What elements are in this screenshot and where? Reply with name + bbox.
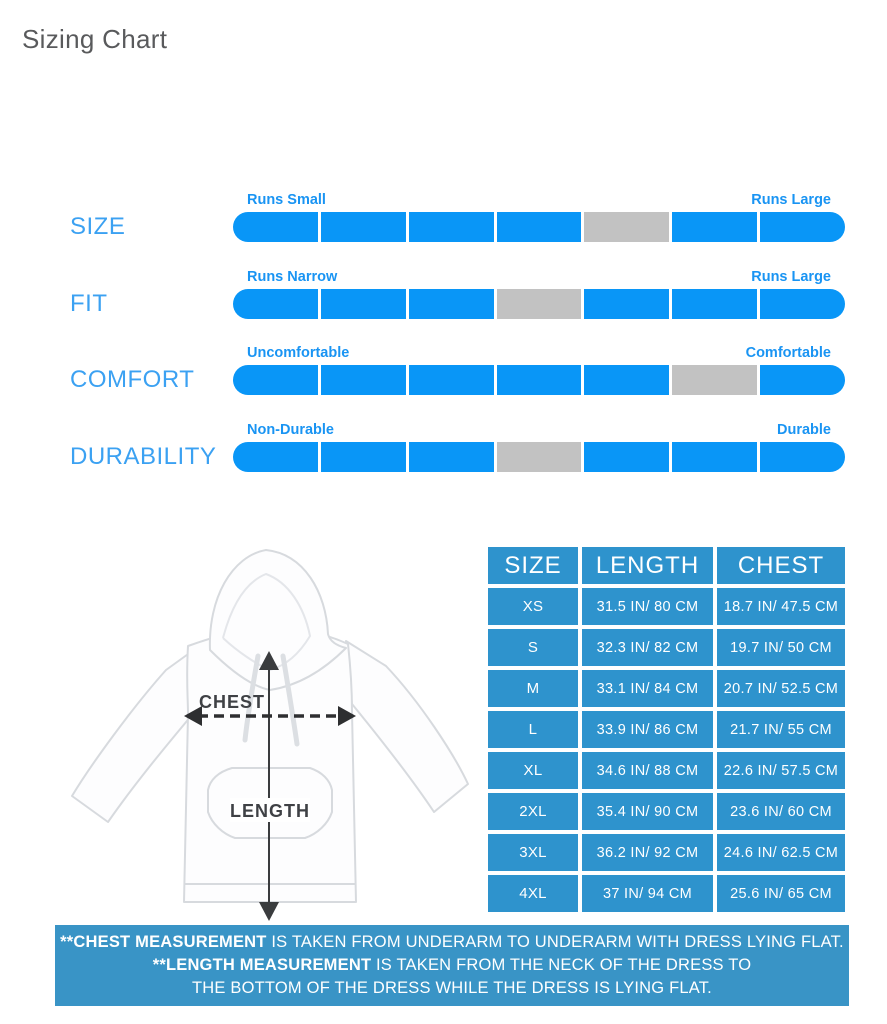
rating-row (0, 191, 887, 245)
rating-bar (233, 289, 845, 319)
hoodie-diagram (60, 540, 480, 922)
size-table-header-cell: CHEST (717, 547, 845, 584)
measurement-note-line3: THE BOTTOM OF THE DRESS WHILE THE DRESS IS LYING FLAT. (192, 979, 712, 998)
length-measurement-text: IS TAKEN FROM THE NECK OF THE DRESS TO (371, 955, 752, 974)
chest-measurement-term: **CHEST MEASUREMENT (60, 932, 267, 951)
size-table-cell: 2XL (488, 793, 578, 830)
rating-segment (584, 442, 669, 472)
measurement-note-line1 (55, 931, 849, 954)
rating-endpoint-labels (233, 422, 845, 439)
rating-segment (497, 442, 582, 472)
measurement-note-line2 (55, 954, 849, 977)
size-table-cell: 21.7 IN/ 55 CM (717, 711, 845, 748)
size-table-cell: 19.7 IN/ 50 CM (717, 629, 845, 666)
size-table-cell: 31.5 IN/ 80 CM (582, 588, 713, 625)
chest-measurement-text: IS TAKEN FROM UNDERARM TO UNDERARM WITH DRESS LYING FLAT. (266, 932, 844, 951)
size-table-cell: 22.6 IN/ 57.5 CM (717, 752, 845, 789)
hoodie-right-sleeve (346, 641, 468, 812)
rating-segment (233, 212, 318, 242)
rating-segment (497, 365, 582, 395)
rating-segment (233, 442, 318, 472)
rating-segment (497, 289, 582, 319)
size-table-header-cell: LENGTH (582, 547, 713, 584)
size-table-cell: 18.7 IN/ 47.5 CM (717, 588, 845, 625)
rating-segment (409, 212, 494, 242)
rating-row (0, 268, 887, 322)
rating-segment (233, 365, 318, 395)
rating-segment (409, 442, 494, 472)
rating-segment (584, 365, 669, 395)
rating-segment (584, 289, 669, 319)
rating-segment (321, 212, 406, 242)
rating-segment (584, 212, 669, 242)
size-table-cell: 25.6 IN/ 65 CM (717, 875, 845, 912)
length-label: LENGTH (230, 801, 310, 821)
size-table-cell: XL (488, 752, 578, 789)
rating-endpoint-labels (233, 345, 845, 362)
rating-endpoint-labels (233, 269, 845, 286)
hoodie-image (60, 540, 480, 922)
rating-segment (672, 365, 757, 395)
rating-category-label: COMFORT (70, 366, 195, 393)
rating-left-label: Runs Small (247, 192, 326, 208)
rating-left-label: Uncomfortable (247, 345, 350, 361)
size-table-cell: 4XL (488, 875, 578, 912)
rating-category-label: FIT (70, 290, 108, 317)
rating-segment (760, 289, 845, 319)
rating-row (0, 421, 887, 475)
rating-segment (321, 365, 406, 395)
rating-segment (760, 365, 845, 395)
rating-bar (233, 365, 845, 395)
rating-bar (233, 212, 845, 242)
chest-label: CHEST (199, 692, 266, 712)
rating-bar (233, 442, 845, 472)
size-table-cell: 24.6 IN/ 62.5 CM (717, 834, 845, 871)
size-table-cell: 37 IN/ 94 CM (582, 875, 713, 912)
size-table-cell: M (488, 670, 578, 707)
size-table-cell: 34.6 IN/ 88 CM (582, 752, 713, 789)
rating-segment (672, 289, 757, 319)
size-table-cell: 3XL (488, 834, 578, 871)
rating-right-label: Durable (777, 422, 831, 438)
rating-segment (497, 212, 582, 242)
size-table-cell: 32.3 IN/ 82 CM (582, 629, 713, 666)
rating-segment (760, 442, 845, 472)
size-table-cell: XS (488, 588, 578, 625)
hoodie-left-sleeve (72, 644, 202, 822)
rating-segment (321, 289, 406, 319)
rating-right-label: Runs Large (751, 192, 831, 208)
page-title: Sizing Chart (22, 24, 168, 54)
size-table-cell: 23.6 IN/ 60 CM (717, 793, 845, 830)
size-table-cell: L (488, 711, 578, 748)
measurement-note (55, 925, 849, 1006)
size-table-cell: 20.7 IN/ 52.5 CM (717, 670, 845, 707)
rating-segment (760, 212, 845, 242)
rating-segment (672, 212, 757, 242)
size-table-cell: 36.2 IN/ 92 CM (582, 834, 713, 871)
rating-row (0, 344, 887, 398)
size-table-cell: 35.4 IN/ 90 CM (582, 793, 713, 830)
size-table-header-cell: SIZE (488, 547, 578, 584)
rating-category-label: SIZE (70, 213, 126, 240)
size-table-cell: S (488, 629, 578, 666)
length-measurement-term: **LENGTH MEASUREMENT (152, 955, 372, 974)
rating-segment (672, 442, 757, 472)
rating-segment (409, 289, 494, 319)
rating-left-label: Non-Durable (247, 422, 334, 438)
rating-segment (409, 365, 494, 395)
size-table-cell: 33.1 IN/ 84 CM (582, 670, 713, 707)
rating-endpoint-labels (233, 192, 845, 209)
rating-category-label: DURABILITY (70, 443, 217, 470)
rating-segment (321, 442, 406, 472)
size-table (488, 547, 845, 912)
rating-segment (233, 289, 318, 319)
rating-left-label: Runs Narrow (247, 269, 338, 285)
rating-right-label: Comfortable (745, 345, 831, 361)
rating-right-label: Runs Large (751, 269, 831, 285)
size-table-cell: 33.9 IN/ 86 CM (582, 711, 713, 748)
